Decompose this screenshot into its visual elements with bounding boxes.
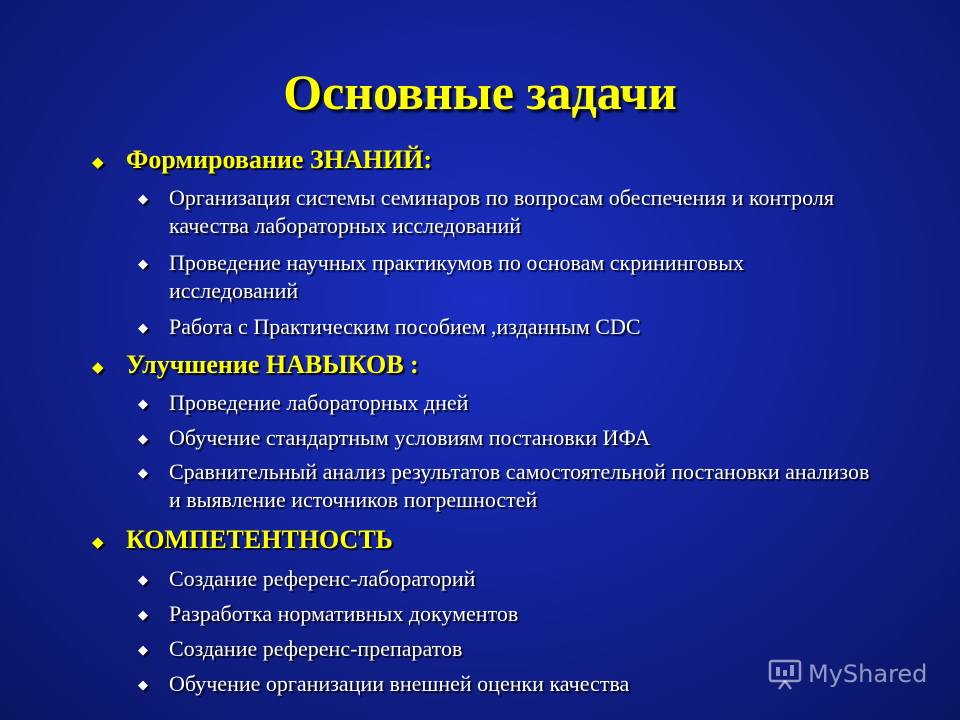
list-item bbox=[138, 458, 878, 514]
section-heading-label: Улучшение НАВЫКОВ : bbox=[126, 350, 419, 379]
list-item bbox=[138, 249, 878, 305]
list-item bbox=[138, 670, 878, 698]
diamond-bullet-icon: ◆ bbox=[138, 643, 148, 658]
list-item bbox=[138, 600, 878, 628]
diamond-bullet-icon: ◆ bbox=[92, 358, 104, 376]
diamond-bullet-icon: ◆ bbox=[138, 608, 148, 623]
diamond-bullet-icon: ◆ bbox=[138, 573, 148, 588]
diamond-bullet-icon: ◆ bbox=[138, 432, 148, 447]
diamond-bullet-icon: ◆ bbox=[138, 678, 148, 693]
section-heading-label: КОМПЕТЕНТНОСТЬ bbox=[126, 525, 393, 554]
section-heading-label: Формирование ЗНАНИЙ: bbox=[126, 145, 432, 174]
list-item-text: Работа с Практическим пособием ,изданным CDC bbox=[169, 314, 641, 339]
list-item-text: Создание референс-препаратов bbox=[169, 636, 463, 661]
section-heading-knowledge bbox=[92, 145, 432, 175]
list-item-text: Создание референс-лабораторий bbox=[169, 566, 476, 591]
list-item bbox=[138, 389, 878, 417]
list-item-text: Сравнительный анализ результатов самостоятельной постановки анализов и выявление источников погрешностей bbox=[169, 459, 870, 512]
section-heading-skills bbox=[92, 350, 419, 380]
list-item-text: Обучение организации внешней оценки качества bbox=[169, 671, 630, 696]
list-item-text: Организация системы семинаров по вопросам обеспечения и контроля качества лабораторных исследований bbox=[169, 185, 834, 238]
list-item bbox=[138, 313, 878, 341]
diamond-bullet-icon: ◆ bbox=[92, 153, 104, 171]
diamond-bullet-icon: ◆ bbox=[138, 466, 148, 481]
list-item-text: Проведение лабораторных дней bbox=[169, 390, 469, 415]
list-item-text: Разработка нормативных документов bbox=[169, 601, 519, 626]
watermark bbox=[768, 656, 927, 692]
list-item bbox=[138, 635, 878, 663]
list-item bbox=[138, 565, 878, 593]
slide-title: Основные задачи bbox=[283, 64, 677, 120]
list-item-text: Проведение научных практикумов по основам скрининговых исследований bbox=[169, 250, 744, 303]
presentation-board-icon bbox=[768, 658, 802, 690]
list-item bbox=[138, 424, 878, 452]
list-item-text: Обучение стандартным условиям постановки ИФА bbox=[169, 425, 651, 450]
watermark-text: MyShared bbox=[808, 660, 928, 688]
diamond-bullet-icon: ◆ bbox=[138, 257, 148, 272]
diamond-bullet-icon: ◆ bbox=[138, 397, 148, 412]
diamond-bullet-icon: ◆ bbox=[92, 533, 104, 551]
diamond-bullet-icon: ◆ bbox=[138, 321, 148, 336]
section-heading-competence bbox=[92, 525, 393, 555]
diamond-bullet-icon: ◆ bbox=[138, 192, 148, 207]
list-item bbox=[138, 184, 878, 240]
